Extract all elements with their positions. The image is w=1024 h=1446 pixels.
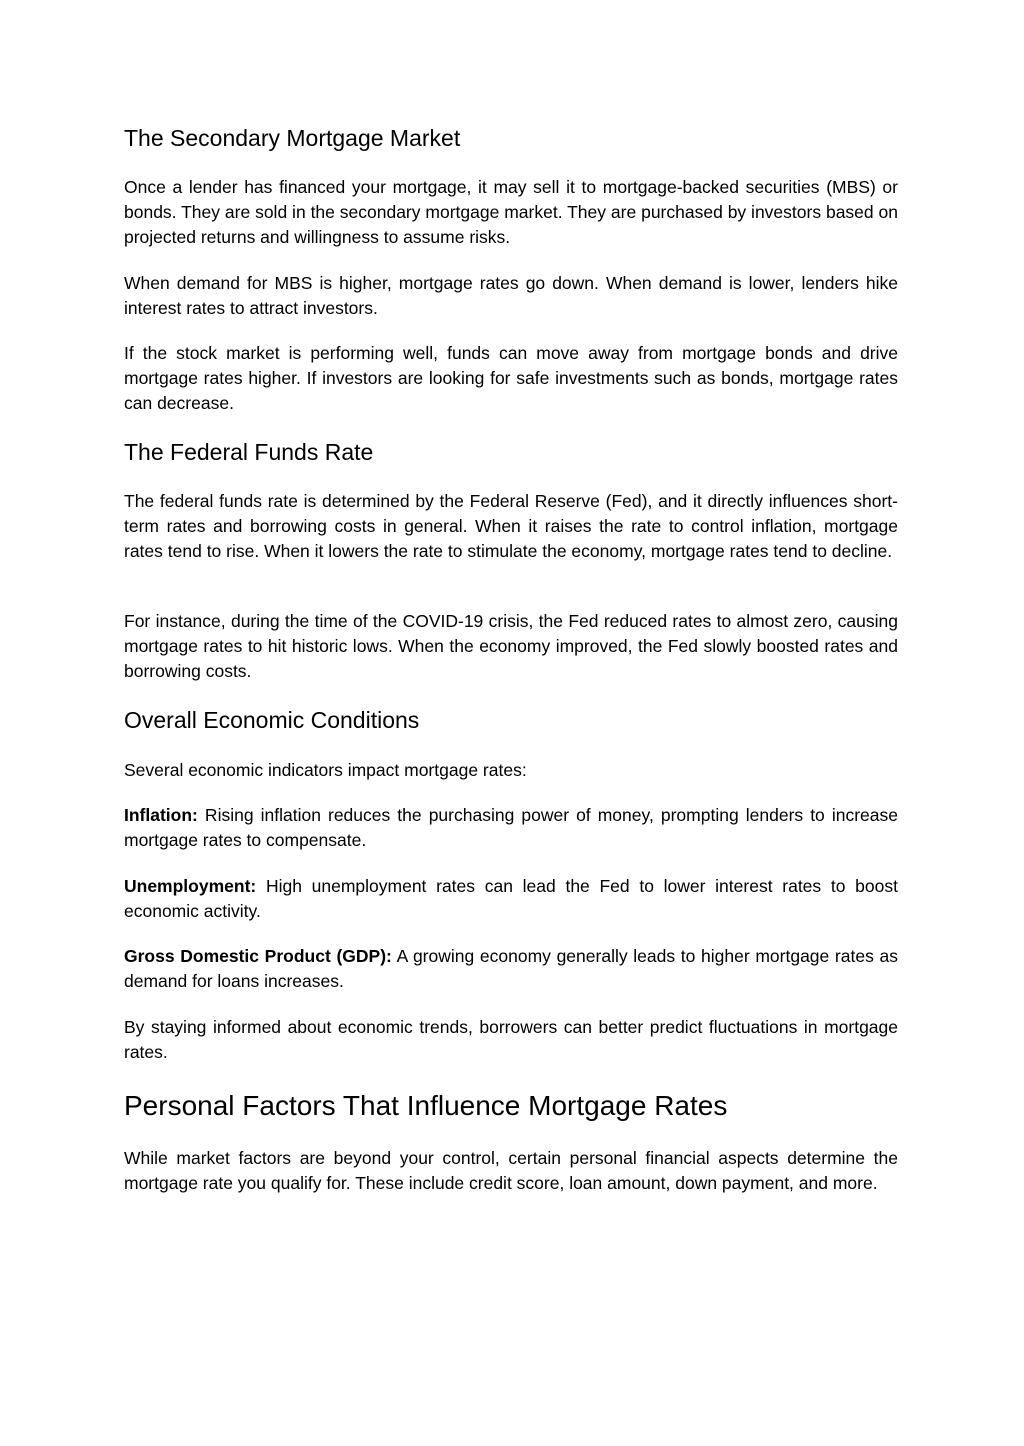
text-unemployment: High unemployment rates can lead the Fed to lower interest rates to boost economic activity. <box>124 876 898 921</box>
paragraph-secondary-1: Once a lender has financed your mortgage, it may sell it to mortgage-backed securities (MBS) or bonds. They are sold in the secondary mortgage market. They are purchased by investors based on projected returns and willingness to assume risks. <box>124 177 898 247</box>
label-unemployment: Unemployment: <box>124 876 257 896</box>
paragraph-fed-2: For instance, during the time of the COVID-19 crisis, the Fed reduced rates to almost zero, causing mortgage rates to hit historic lows. When the economy improved, the Fed slowly boosted rates and borrowing costs. <box>124 611 898 681</box>
paragraph-gdp <box>124 944 898 994</box>
paragraph-econ-intro: Several economic indicators impact mortgage rates: <box>124 760 527 780</box>
text-inflation: Rising inflation reduces the purchasing power of money, prompting lenders to increase mortgage rates to compensate. <box>124 805 898 850</box>
paragraph-secondary-2: When demand for MBS is higher, mortgage rates go down. When demand is lower, lenders hike interest rates to attract investors. <box>124 273 898 318</box>
paragraph-unemployment <box>124 874 898 924</box>
paragraph-secondary-3: If the stock market is performing well, funds can move away from mortgage bonds and drive mortgage rates higher. If investors are looking for safe investments such as bonds, mortgage rates can decrease. <box>124 343 898 413</box>
paragraph-fed-1: The federal funds rate is determined by the Federal Reserve (Fed), and it directly influences short-term rates and borrowing costs in general. When it raises the rate to control inflation, mortgage rates tend to rise. When it lowers the rate to stimulate the economy, mortgage rates tend to decline. <box>124 491 898 561</box>
paragraph-personal-1: While market factors are beyond your control, certain personal financial aspects determine the mortgage rate you qualify for. These include credit score, loan amount, down payment, and more. <box>124 1148 898 1193</box>
label-gdp: Gross Domestic Product (GDP): <box>124 946 392 966</box>
paragraph-econ-closing: By staying informed about economic trends, borrowers can better predict fluctuations in mortgage rates. <box>124 1017 898 1062</box>
heading-overall-economic-conditions: Overall Economic Conditions <box>124 707 420 733</box>
heading-federal-funds-rate: The Federal Funds Rate <box>124 439 374 465</box>
heading-secondary-mortgage-market: The Secondary Mortgage Market <box>124 125 461 151</box>
paragraph-inflation <box>124 803 898 853</box>
heading-personal-factors: Personal Factors That Influence Mortgage Rates <box>124 1090 728 1121</box>
label-inflation: Inflation: <box>124 805 198 825</box>
text-gdp: A growing economy generally leads to higher mortgage rates as demand for loans increases. <box>124 946 898 991</box>
